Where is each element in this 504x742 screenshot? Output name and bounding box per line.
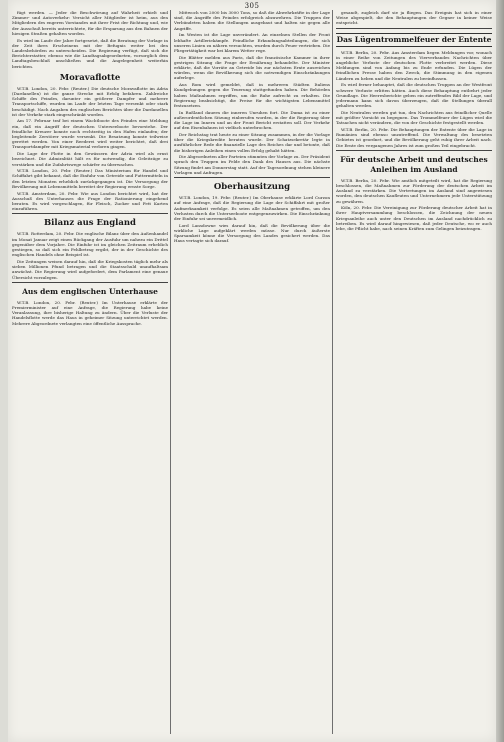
article-paragraph: W.T.B. London, 19. Febr. (Reuter.) Im Oberhause erklärte Lord Curzon auf eine Anfrage, daß die Regierung die Lage der Schiffahrt mit großer Aufmerksamkeit verfolge. Es seien alle Maßnahmen getroffen, um den Verlusten durch die Unterseeboote entgegenzuwirken. Die Einschränkung der Einfuhr sei unvermeidlich. — [174, 195, 330, 221]
article-paragraph: Aus Rom wird gemeldet, daß in mehreren Städten Italiens Kundgebungen gegen die Teuerung stattgefunden haben. Die Behörden haben Maßnahmen ergriffen, um die Ruhe aufrecht zu erhalten. Die Regierung beabsichtigt, die Preise für die wichtigsten Lebensmittel festzusetzen. — [174, 82, 330, 108]
section-divider — [336, 150, 492, 151]
article-paragraph: In Rußland dauern die inneren Unruhen fort. Die Duma ist zu einer außerordentlichen Sitzung einberufen worden, in der die Regierung über die Lage im Innern und an der Front Bericht erstatten soll. Der Verkehr auf den Eisenbahnen ist vielfach unterbrochen. — [174, 109, 330, 131]
article-paragraph: Die Zeitungen weisen darauf hin, daß die Kriegskosten täglich mehr als sieben Millionen Pfund betragen und die Staatsschuld unaufhaltsam anwächst. Die Regierung wird aufgefordert, dem Parlament eine genaue Übersicht vorzulegen. — [12, 258, 168, 280]
article-paragraph: Der Reichstag trat heute zu einer Sitzung zusammen, in der die Vorlage über die Kriegskredite beraten wurde. Der Schatzsekretär legte in ausführlicher Rede die finanzielle Lage des Reiches dar und betonte, daß die bisherigen Anleihen einen vollen Erfolg gehabt hätten. — [174, 131, 330, 153]
section-divider — [12, 282, 168, 283]
article-paragraph: Es wird im Laufe der Jahre fortgesetzt, daß die Beratung der Vorlage in der Zeit ihres Erscheinens mit der Befugnis weiter bei den Landesbehörden zu unterscheiden. Die Regierung verfügt, daß sich die Berichterstatter, ebenso wie die Landtagsabgeordneten, vorsorglich dem Landtagsbeschluß anschließen und die Angelegenheit weiterhin berichten. — [12, 37, 168, 69]
article-paragraph: W.T.B. Berlin, 20. Febr. Aus Amsterdam liegen Meldungen vor, wonach in einer Reihe von Zeitungen des Vierverbandes Nachrichten über angebliche Verluste der deutschen Flotte verbreitet werden. Diese Meldungen sind von Anfang bis zu Ende erfunden. Die Lügen der feindlichen Presse haben den Zweck, die Stimmung in den eigenen Ländern zu heben und die Neutralen zu beeinflussen. — [336, 49, 492, 81]
article-paragraph: W.T.B. Berlin, 20. Febr. Die Behauptungen der Entente über die Lage in Rumänien sind ebenso unzutreffend. Die Verwaltung des besetzten Gebietes ist geordnet, und die Bevölkerung geht ruhig ihrer Arbeit nach. Die Ernte des vergangenen Jahres ist zum großen Teil eingebracht. — [336, 126, 492, 148]
column-middle — [174, 10, 330, 734]
article-headline: Oberhausitzung — [213, 182, 291, 193]
column-divider — [170, 10, 171, 734]
article-paragraph: Die Lage der Flotte in den Gewässern der Adria wird als ernst bezeichnet. Die Admiralität hält es für notwendig, die Geleitzüge zu verstärken und die Zufahrtswege schärfer zu überwachen. — [12, 151, 168, 167]
article-headline: Bilanz aus England — [43, 218, 136, 229]
section-divider — [174, 177, 330, 178]
article-paragraph: W.T.B. London, 20. Febr. (Reuter.) Die deutsche Moravaflotte im Adria (Dardanellen) ist die ganze Strecke mit Erfolg befahren. Zahlreiche Schiffe des Feindes, darunter ein größerer Dampfer und mehrere Transportschiffe, wurden im Laufe der letzten Tage versenkt oder stark beschädigt. Nach Angaben des englischen Berichtes über die Dardanellen ist der Verkehr stark eingeschränkt worden. — [12, 85, 168, 117]
article-paragraph: Die Neutralen werden gut tun, den Nachrichten aus feindlicher Quelle mit größter Vorsicht zu begegnen. Das Trommelfeuer der Lügen wird die Tatsachen nicht verändern, die von der Geschichte festgestellt werden. — [336, 109, 492, 126]
article-headline: Moravaflotte — [59, 72, 121, 83]
column-right — [336, 10, 492, 734]
article-paragraph: Mittwoch von 2000 bis 3000 Tons, so daß die Abwehrkräfte in der Lage sind, die Angriffe des Feindes erfolgreich abzuwehren. Die Truppen der Verbündeten haben die Stellungen ausgebaut und halten sie gegen alle Angriffe. — [174, 10, 330, 31]
article-paragraph: Köln, 20. Febr. Die Vereinigung zur Förderung deutscher Arbeit hat in ihrer Hauptversammlung beschlossen, die Zeichnung der neuen Kriegsanleihe auch unter den Deutschen im Ausland nachdrücklich zu betreiben. Es wird darauf hingewiesen, daß jeder Deutsche, wo er auch lebe, die Pflicht habe, nach seinen Kräften zum Gelingen beizutragen. — [336, 205, 492, 232]
page-number: 305 — [244, 2, 260, 10]
article-paragraph: Im Westen ist die Lage unverändert. An einzelnen Stellen der Front lebhafte Artilleriekämpfe. Feindliche Erkundungsabteilungen, die sich unseren Linien zu nähern versuchten, wurden durch Feuer vertrieben. Die Fliegertätigkeit war bei klarem Wetter rege. — [174, 32, 330, 53]
article-headline: Aus dem englischen Unterhause — [22, 286, 158, 296]
article-paragraph: fügt werden. — Jeder die Beschwörung auf Wahrheit erhielt und Zimmer- und Autoverkehr: Versicht aller Mitglieder ist heim, aus den Mitgliedern des engeren Vorstandes mit ihrer Frist der Richtung und, wie der Ausschuß bereits unterrichtete, für die Ersparung aus den Bahnen der hiesigen Straßen gehalten worden. — [12, 10, 168, 36]
article-paragraph: W.T.B. Amsterdam, 20. Febr. Wie aus London berichtet wird, hat der Ausschuß des Unterhauses die Frage der Rationierung eingehend beraten. Es wird vorgeschlagen, für Fleisch, Zucker und Fett Karten einzuführen. — [12, 190, 168, 212]
article-paragraph: Die Blätter melden aus Paris, daß die französische Kammer in ihrer gestrigen Sitzung die Frage der Ernährung behandelte. Der Minister erklärte, daß die Vorräte an Getreide bis zur nächsten Ernte ausreichen würden, wenn die Bevölkerung sich die notwendigen Einschränkungen auferlege. — [174, 54, 330, 81]
article-headline: Das Lügentrommelfeuer der Entente — [336, 33, 492, 47]
newspaper-page — [8, 0, 496, 742]
article-paragraph: W.T.B. Berlin, 20. Febr. Wie amtlich mitgeteilt wird, hat die Regierung beschlossen, die Maßnahmen zur Förderung der deutschen Arbeit im Ausland zu verstärken. Die Vertretungen im Ausland sind angewiesen worden, den deutschen Kaufleuten und Unternehmern jede Unterstützung zu gewähren. — [336, 177, 492, 204]
column-left — [12, 10, 168, 734]
article-paragraph: W.T.B. London, 20. Febr. (Reuter.) Im Unterhause erklärte der Premierminister auf eine Anfrage, die Regierung habe keine Veranlassung, ihre bisherige Haltung zu ändern. Über die Verluste der Handelsflotte werde das Haus in geheimer Sitzung unterrichtet werden. Mehrere Abgeordnete verlangten eine öffentliche Aussprache. — [12, 299, 168, 326]
scan-edge — [496, 0, 504, 742]
article-paragraph: gesandt, zugleich darf sie ja fliegen. Das Ereignis hat sich in einer Weise abgespielt, die den Behauptungen der Gegner in keiner Weise entspricht. — [336, 10, 492, 26]
section-divider — [12, 213, 168, 214]
article-paragraph: W.T.B. Rotterdam, 20. Febr. Die englische Bilanz über den Außenhandel im Monat Januar zeigt einen Rückgang der Ausfuhr um nahezu ein Drittel gegenüber dem Vorjahre. Die Einfuhr ist im gleichen Zeitraum erheblich gestiegen, so daß sich ein Fehlbetrag ergibt, der in der Geschichte des englischen Handels ohne Beispiel ist. — [12, 231, 168, 258]
section-divider — [336, 28, 492, 29]
column-divider — [332, 10, 333, 734]
article-paragraph: Am 17. Februar traf bei einem Wachtboote des Feindes eine Meldung ein, daß ein Angriff der deutschen Unterseeboote bevorstehe. Der feindliche Kreuzer konnte noch rechtzeitig in den Hafen einlaufen; der begleitende Zerstörer wurde versenkt. Die Besatzung konnte teilweise gerettet werden. Von einer Reederei wird weiter berichtet, daß drei Transportdampfer mit Kriegsmaterial verloren gingen. — [12, 118, 168, 150]
article-paragraph: Die Abgeordneten aller Parteien stimmten der Vorlage zu. Der Präsident sprach den Truppen im Felde den Dank des Hauses aus. Die nächste Sitzung findet am Donnerstag statt. Auf der Tagesordnung stehen kleinere Vorlagen und Anfragen. — [174, 154, 330, 175]
article-paragraph: W.T.B. London, 20. Febr. (Reuter.) Das Ministerium für Handel und Schiffahrt gibt bekannt, daß die Einfuhr von Getreide und Futtermitteln in den letzten Monaten erheblich zurückgegangen ist. Die Versorgung der Bevölkerung mit Lebensmitteln bereitet der Regierung ernste Sorge. — [12, 168, 168, 189]
article-paragraph: Es wird ferner behauptet, daß die deutschen Truppen an der Westfront schwere Verluste erlitten hätten. Auch diese Behauptung entbehrt jeder Grundlage. Die Heeresberichte geben ein zutreffendes Bild der Lage, und jedermann kann sich davon überzeugen, daß die Stellungen überall gehalten werden. — [336, 82, 492, 109]
article-headline: Für deutsche Arbeit und deutsches Anleihen im Ausland — [340, 154, 488, 174]
article-paragraph: Lord Lansdowne wies darauf hin, daß die Bevölkerung über die wirkliche Lage aufgeklärt werden müsse. Nur durch äußerste Sparsamkeit könne die Versorgung des Landes gesichert werden. Das Haus vertagte sich darauf. — [174, 222, 330, 244]
